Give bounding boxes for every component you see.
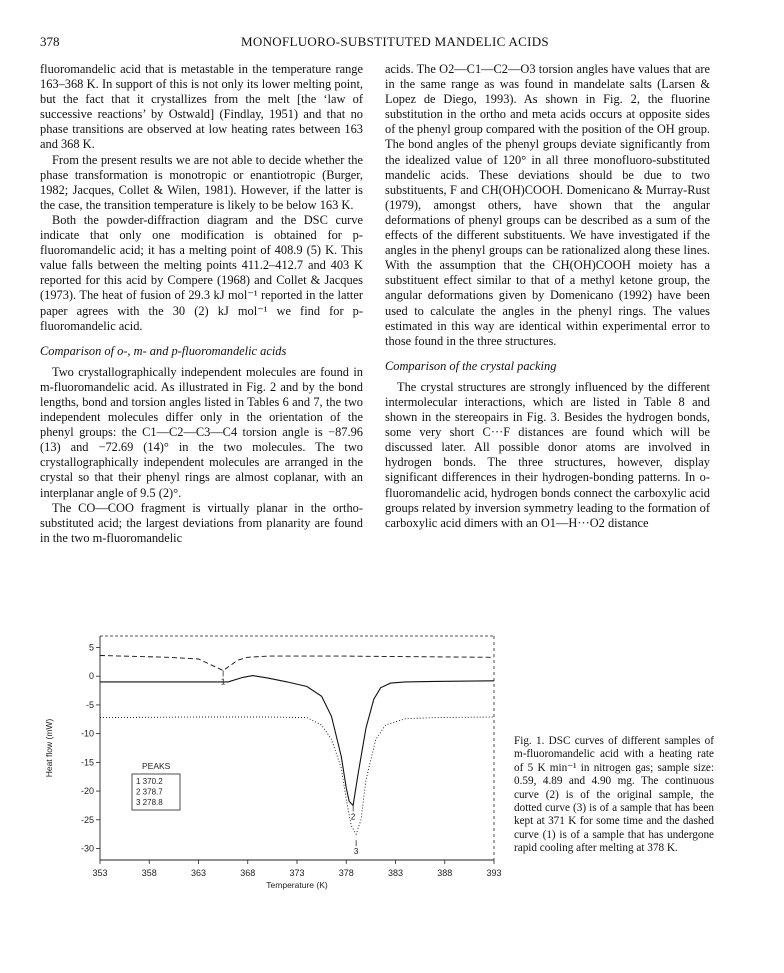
y-tick-label: -15 [80,757,94,768]
y-tick-label: -30 [80,843,94,854]
section-heading: Comparison of o-, m- and p-fluoromandelic acids [40,343,287,358]
y-axis-label: Heat flow (mW) [44,718,54,778]
paragraph: The CO—COO fragment is virtually planar in the ortho-substituted acid; the largest deviations from planarity are found in the two m-fluoromandelic [40,500,363,545]
page-number: 378 [40,34,60,49]
x-axis-label: Temperature (K) [266,880,328,890]
x-tick-label: 393 [486,868,502,878]
y-tick-label: -10 [80,728,94,739]
x-tick-label: 353 [92,868,108,878]
peaks-title: PEAKS [142,761,171,771]
right-column [385,62,710,531]
paragraph: The crystal structures are strongly influenced by the different intermolecular interactions, which are listed in Table 8 and shown in the stereopairs in Fig. 3. Besides the hydrogen bonds, some very short C···F distances are found which will be discussed later. All possible donor atoms are involved in hydrogen bonds. The three structures, however, display significant differences in their hydrogen-bonding patterns. In o-fluoromandelic acid, hydrogen bonds connect the carboxylic acid groups related by inversion symmetry leading to the formation of carboxylic acid dimers with an O1—H···O2 distance [385,379,710,530]
peak-label: 1 [220,677,226,687]
x-tick-label: 358 [141,868,157,878]
figure-caption: Fig. 1. DSC curves of different samples of m-fluoromandelic acid with a heating rate of 5 K min⁻¹ in nitrogen gas; sample size: 0.59, 4.89 and 4.90 mg. The continuous curve (2) is of the original sample, the dotted curve (3) is of a sample that has been kept at 371 K for some time and the dashed curve (1) is of a sample that has undergone rapid cooling after melting at 378 K. [514,735,714,855]
running-title: MONOFLUORO-SUBSTITUTED MANDELIC ACIDS [241,34,549,49]
page-header [40,34,750,54]
x-tick-label: 368 [240,868,256,878]
paragraph: fluoromandelic acid that is metastable in the temperature range 163–368 K. In support of this is not only its lower melting point, but the fact that it crystallizes from the melt [the ‘law of successive reactions’ by Ostwald] (Findlay, 1951) and that no phase transitions are observed at low heating rates between 163 and 368 K. [40,62,363,152]
left-column [40,62,363,546]
paragraph: Two crystallographically independent molecules are found in m-fluoromandelic acid. As illustrated in Fig. 2 and by the bond lengths, bond and torsion angles listed in Tables 6 and 7, the two independent molecules differ only in the orientation of the phenyl groups: the C1—C2—C3—C4 torsion angle is −87.96 (13) and −72.69 (14)° in the two molecules. The two crystallographically independent molecules are arranged in the crystal so that their phenyl rings are almost coplanar, with an interplanar angle of 9.5 (2)°. [40,364,363,500]
figure-1 [40,628,510,968]
peak-label: 3 [353,847,359,857]
y-tick-label: -5 [85,699,94,710]
y-tick-label: 0 [88,671,94,682]
x-tick-label: 383 [387,868,404,878]
peaks-entry: 3 278.8 [136,798,163,807]
x-tick-label: 373 [289,868,305,878]
x-tick-label: 378 [338,868,354,878]
dsc-chart [40,628,510,968]
peaks-entry: 1 370.2 [136,777,163,786]
x-tick-label: 363 [190,868,207,878]
x-tick-label: 388 [437,868,453,878]
series-line-1 [100,656,494,671]
peak-label: 2 [350,812,356,822]
y-tick-label: -20 [80,786,94,797]
paragraph: acids. The O2—C1—C2—O3 torsion angles have values that are in the same range as was found in mandelate salts (Larsen & Lopez de Diego, 1993). As shown in Fig. 2, the fluorine substitution in the ortho and meta acids occurs at opposite sides of the phenyl group compared with the position of the OH group. The bond angles of the phenyl groups deviate significantly from the idealized value of 120° in all three monofluoro-substituted mandelic acids. These deviations should be due to two substituents, F and CH(OH)COOH. Domenicano & Murray-Rust (1979), amongst others, have shown that the angular deformations of phenyl groups can be described as a sum of the effects of the different substituents. We have investigated if the angles in the phenyl groups can be rationalized along these lines. With the assumption that the CH(OH)COOH moiety has a substituent effect similar to that of a methyl ketone group, the angular deformations given by Domenicano (1992) have been used to calculate the angles in the phenyl rings. The values estimated in this way are identical within experimental error to those found in the three structures. [385,62,710,348]
peaks-entry: 2 378.7 [136,787,163,797]
paragraph: From the present results we are not able to decide whether the phase transformation is monotropic or enantiotropic (Burger, 1982; Jacques, Collet & Wilen, 1981). However, if the latter is the case, the transition temperature is likely to be below 163 K. [40,152,363,212]
y-tick-label: 5 [88,642,94,653]
y-tick-label: -25 [80,814,94,825]
section-heading: Comparison of the crystal packing [385,358,557,373]
paragraph: Both the powder-diffraction diagram and the DSC curve indicate that only one modification is obtained for p-fluoromandelic acid; it has a melting point of 408.9 (5) K. This value falls between the melting points 411.2–412.7 and 403 K reported for this acid by Compere (1968) and Collet & Jacques (1973). The heat of fusion of 29.3 kJ mol⁻¹ reported in the latter paper agrees with the 30 (2) kJ mol⁻¹ we find for p-fluoromandelic acid. [40,212,363,333]
